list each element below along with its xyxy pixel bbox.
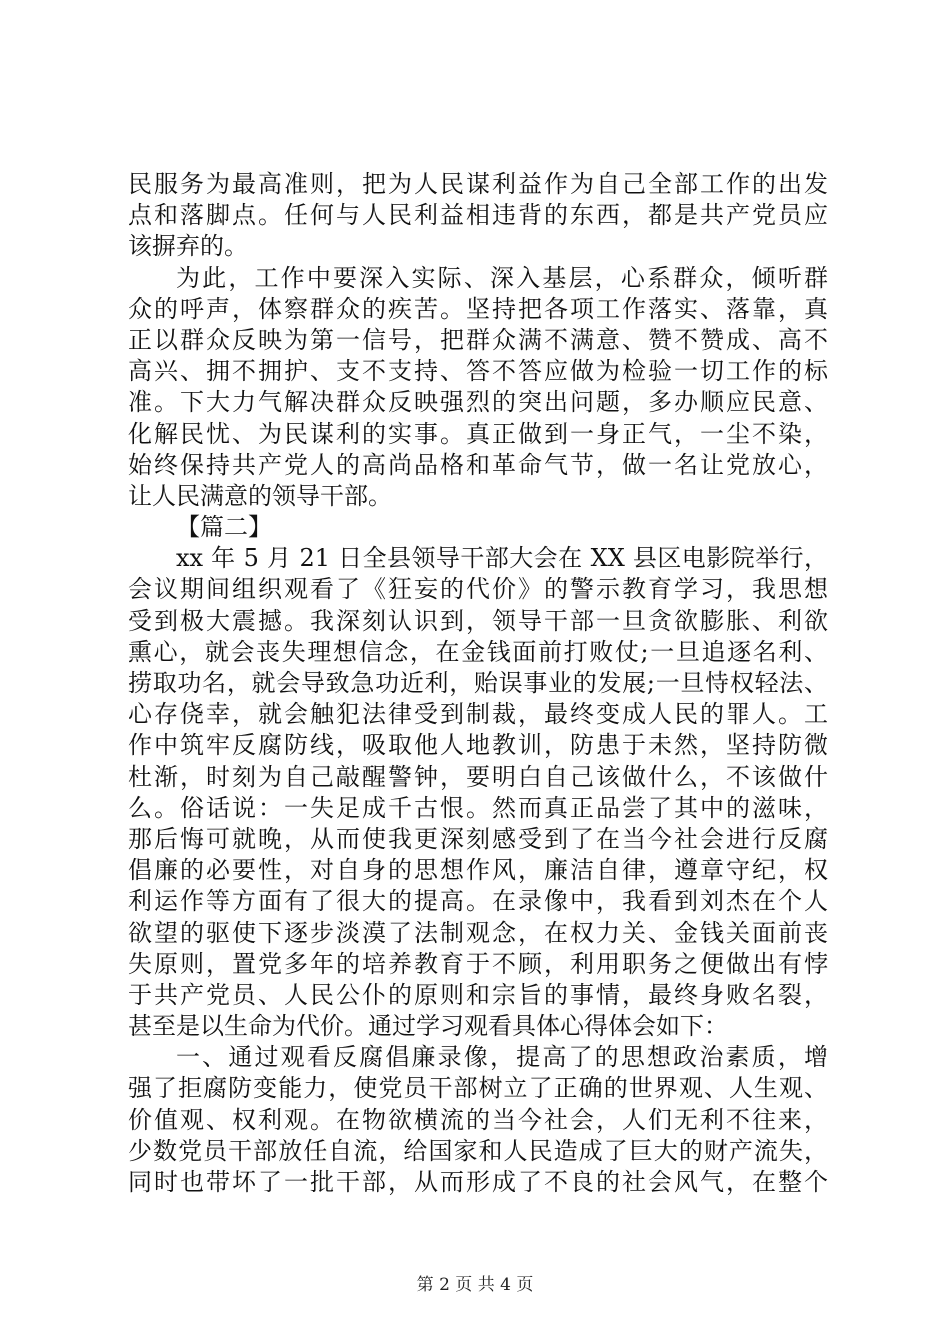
text-line: 那后悔可就晚，从而使我更深刻感受到了在当今社会进行反腐 xyxy=(128,824,828,853)
text-line: 强了拒腐防变能力，使党员干部树立了正确的世界观、人生观、 xyxy=(128,1074,828,1103)
text-line: 化解民忧、为民谋利的实事。真正做到一身正气，一尘不染， xyxy=(128,419,828,448)
text-line: xx 年 5 月 21 日全县领导干部大会在 XX 县区电影院举行， xyxy=(176,544,828,573)
text-line: 么。俗话说：一失足成千古恨。然而真正品尝了其中的滋味， xyxy=(128,793,828,822)
text-line: 捞取功名，就会导致急功近利，贻误事业的发展;一旦恃权轻法、 xyxy=(128,669,828,697)
page-footer: 第 2 页 共 4 页 xyxy=(416,1275,534,1295)
text-line: 让人民满意的领导干部。 xyxy=(128,481,392,510)
text-line: 利运作等方面有了很大的提高。在录像中，我看到刘杰在个人 xyxy=(128,887,828,916)
text-line: 正以群众反映为第一信号，把群众满不满意、赞不赞成、高不 xyxy=(128,325,828,354)
text-line: 会议期间组织观看了《狂妄的代价》的警示教育学习，我思想 xyxy=(128,575,828,604)
text-line: 始终保持共产党人的高尚品格和革命气节，做一名让党放心， xyxy=(128,450,828,479)
text-line: 价值观、权利观。在物欲横流的当今社会，人们无利不往来， xyxy=(128,1105,828,1134)
text-line: 一、通过观看反腐倡廉录像，提高了的思想政治素质，增 xyxy=(176,1043,828,1072)
text-line: 众的呼声，体察群众的疾苦。坚持把各项工作落实、落靠，真 xyxy=(128,294,828,323)
text-line: 少数党员干部放任自流，给国家和人民造成了巨大的财产流失， xyxy=(128,1136,828,1165)
text-line: 心存侥幸，就会触犯法律受到制裁，最终变成人民的罪人。工 xyxy=(128,700,828,729)
text-line: 作中筑牢反腐防线，吸取他人地教训，防患于未然，坚持防微 xyxy=(128,731,828,760)
text-line: 受到极大震撼。我深刻认识到，领导干部一旦贪欲膨胀、利欲 xyxy=(128,606,828,635)
text-line: 倡廉的必要性，对自身的思想作风，廉洁自律，遵章守纪，权 xyxy=(128,856,828,885)
text-line: 欲望的驱使下逐步淡漠了法制观念，在权力关、金钱关面前丧 xyxy=(128,918,828,947)
text-line: 准。下大力气解决群众反映强烈的突出问题，多办顺应民意、 xyxy=(128,388,828,417)
text-line: 为此，工作中要深入实际、深入基层，心系群众，倾听群 xyxy=(176,263,828,292)
text-line: 杜渐，时刻为自己敲醒警钟，要明白自己该做什么，不该做什 xyxy=(128,762,828,791)
text-line: 熏心，就会丧失理想信念，在金钱面前打败仗;一旦追逐名利、 xyxy=(128,637,828,666)
text-line: 于共产党员、人民公仆的原则和宗旨的事情，最终身败名裂， xyxy=(128,980,828,1009)
text-line: 该摒弃的。 xyxy=(128,232,248,261)
text-line: 民服务为最高准则，把为人民谋利益作为自己全部工作的出发 xyxy=(128,170,828,198)
text-line: 同时也带坏了一批干部，从而形成了不良的社会风气，在整个 xyxy=(128,1168,828,1196)
text-line: 甚至是以生命为代价。通过学习观看具体心得体会如下： xyxy=(128,1012,728,1041)
text-line: 【篇二】 xyxy=(176,513,272,542)
text-line: 点和落脚点。任何与人民利益相违背的东西，都是共产党员应 xyxy=(128,201,828,230)
text-line: 高兴、拥不拥护、支不支持、答不答应做为检验一切工作的标 xyxy=(128,357,828,386)
text-line: 失原则，置党多年的培养教育于不顾，利用职务之便做出有悖 xyxy=(128,949,828,978)
document-body xyxy=(128,169,828,1198)
